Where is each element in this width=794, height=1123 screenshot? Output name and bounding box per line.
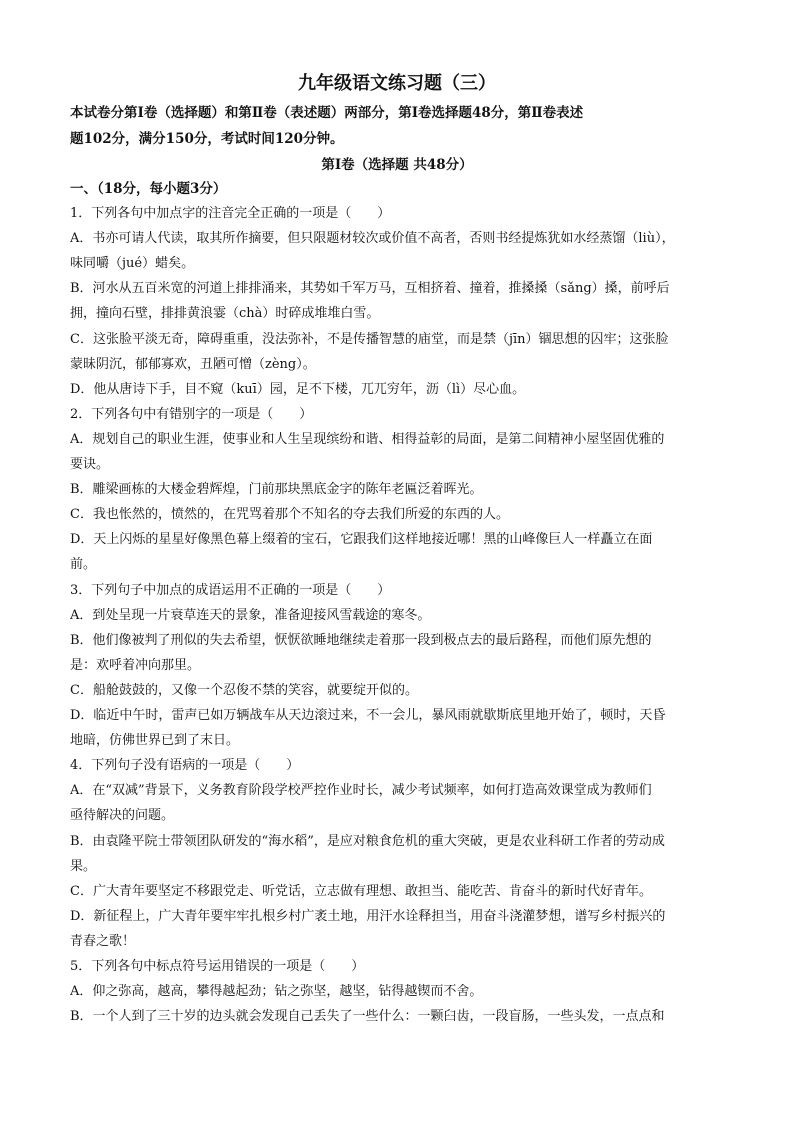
part-heading: 第Ⅰ卷（选择题 共48分） — [321, 157, 473, 173]
text-line: B．雕梁画栋的大楼金碧辉煌，门前那块黑底金字的陈年老匾泛着晖光。 — [70, 482, 483, 498]
text-line: 亟待解决的问题。 — [70, 808, 175, 824]
text-line: D．天上闪烁的星星好像黑色幕上缀着的宝石，它跟我们这样地接近哪！黑的山峰像巨人一样矗立在面 — [70, 532, 653, 548]
text-line: C．我也怅然的，愤然的，在咒骂着那个不知名的夺去我们所爱的东西的人。 — [70, 507, 509, 523]
text-line: 拥，撞向石壁，排排黄浪霎（chà）时碎成堆堆白雪。 — [70, 306, 380, 322]
text-line: 蒙昧阴沉，郁郁寡欢，丑陋可憎（zèng）。 — [70, 356, 316, 372]
text-line: B．河水从五百米宽的河道上排排涌来，其势如千军万马，互相挤着、撞着，推搡搡（sǎng）搡，前呼后 — [70, 281, 670, 297]
text-line: D．临近中午时，雷声已如万辆战车从天边滚过来，不一会儿，暴风雨就歇斯底里地开始了，顿时，天昏 — [70, 708, 666, 723]
text-line: D．新征程上，广大青年要牢牢扎根乡村广袤土地，用汗水诠释担当，用奋斗浇灌梦想，谱写乡村振兴的 — [70, 908, 666, 924]
intro-line-2: 题102分，满分150分，考试时间120分钟。 — [70, 131, 344, 147]
text-line: 1．下列各句中加点字的注音完全正确的一项是（ ） — [70, 206, 391, 221]
text-line: C．这张脸平淡无奇，障碍重重，没法弥补，不是传播智慧的庙堂，而是禁（jīn）锢思想的囚牢；这张脸 — [70, 331, 669, 347]
text-line: 青春之歌！ — [70, 933, 136, 949]
text-line: B．他们像被判了刑似的失去希望，恹恹欲睡地继续走着那一段到极点去的最后路程，而他们原先想的 — [70, 632, 652, 648]
text-line: 味同嚼（jué）蜡矣。 — [70, 256, 195, 272]
text-line: B．一个人到了三十岁的边头就会发现自己丢失了一些什么：一颗臼齿，一段盲肠，一些头发，一点点和 — [70, 1009, 665, 1025]
text-line: 3．下列句子中加点的成语运用不正确的一项是（ ） — [70, 582, 391, 598]
section-heading: 一、（18分，每小题3分） — [70, 181, 227, 197]
text-line: 2．下列各句中有错别字的一项是（ ） — [70, 406, 313, 422]
text-line: C．船舱鼓鼓的，又像一个忍俊不禁的笑容，就要绽开似的。 — [70, 682, 418, 698]
text-line: A．书亦可请人代读，取其所作摘要，但只限题材较次或价值不高者，否则书经提炼犹如水经蒸馏（liù）， — [70, 231, 675, 247]
text-line: 果。 — [70, 858, 97, 874]
text-line: 前。 — [70, 557, 97, 573]
text-line: 要诀。 — [70, 457, 110, 472]
text-line: 4．下列句子没有语病的一项是（ ） — [70, 758, 300, 774]
text-line: A．规划自己的职业生涯，使事业和人生呈现缤纷和谐、相得益彰的局面，是第二间精神小屋坚固优雅的 — [70, 431, 665, 447]
text-line: 是：欢呼着冲向那里。 — [70, 657, 201, 673]
intro-line-1: 本试卷分第Ⅰ卷（选择题）和第Ⅱ卷（表述题）两部分，第Ⅰ卷选择题48分，第Ⅱ卷表述 — [70, 105, 584, 121]
text-line: D．他从唐诗下手，目不窥（kuī）园，足不下楼，兀兀穷年，沥（lì）尽心血。 — [70, 381, 526, 397]
text-line: C．广大青年要坚定不移跟党走、听党话，立志做有理想、敢担当、能吃苦、肯奋斗的新时代好青年。 — [70, 883, 652, 899]
text-line: 地暗，仿佛世界已到了末日。 — [70, 733, 240, 749]
text-line: A．仰之弥高，越高，攀得越起劲；钻之弥坚，越坚，钻得越锲而不舍。 — [70, 984, 483, 1000]
text-line: A．到处呈现一片衰草连天的景象，准备迎接风雪载途的寒冬。 — [70, 607, 431, 623]
text-line: A．在“双减”背景下，义务教育阶段学校严控作业时长，减少考试频率，如何打造高效课堂成为教师们 — [70, 783, 652, 799]
text-line: 5．下列各句中标点符号运用错误的一项是（ ） — [70, 959, 365, 974]
page-title: 九年级语文练习题（三） — [298, 73, 496, 94]
text-line: B．由袁隆平院士带领团队研发的“海水稻”，是应对粮食危机的重大突破，更是农业科研工作者的劳动成 — [70, 833, 665, 849]
